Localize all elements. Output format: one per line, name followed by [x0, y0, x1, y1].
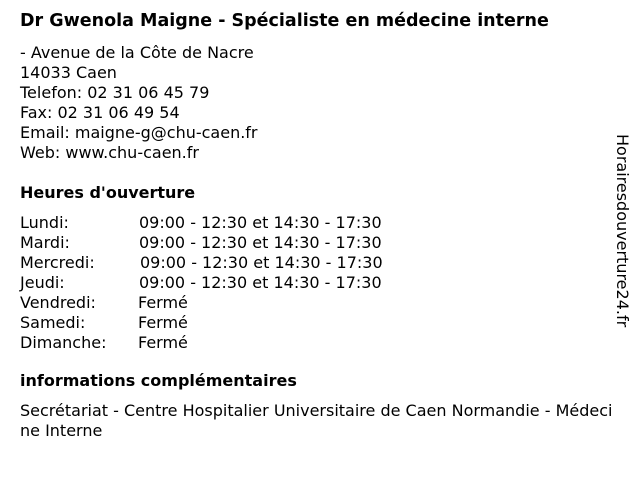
time-value: Fermé — [138, 293, 188, 312]
opening-hours-heading: Heures d'ouverture — [20, 183, 196, 202]
hours-row-sunday — [20, 333, 640, 353]
hours-row-monday — [20, 213, 640, 233]
hours-row-saturday — [20, 313, 640, 333]
day-label: Jeudi: — [20, 273, 65, 292]
street-address: - Avenue de la Côte de Nacre — [20, 43, 254, 62]
time-value: Fermé — [138, 313, 188, 332]
day-label: Dimanche: — [20, 333, 107, 352]
day-label: Samedi: — [20, 313, 86, 332]
website: Web: www.chu-caen.fr — [20, 143, 199, 162]
email-address: Email: maigne-g@chu-caen.fr — [20, 123, 258, 142]
hours-row-friday — [20, 293, 640, 313]
page-title: Dr Gwenola Maigne - Spécialiste en médecine interne — [20, 11, 549, 31]
day-label: Mercredi: — [20, 253, 95, 272]
hours-row-wednesday — [20, 253, 640, 273]
time-value: 09:00 - 12:30 et 14:30 - 17:30 — [139, 233, 382, 252]
city-postcode: 14033 Caen — [20, 63, 117, 82]
day-label: Lundi: — [20, 213, 69, 232]
fax-number: Fax: 02 31 06 49 54 — [20, 103, 180, 122]
hours-row-thursday — [20, 273, 640, 293]
time-value: 09:00 - 12:30 et 14:30 - 17:30 — [140, 253, 383, 272]
contact-block — [20, 43, 640, 163]
site-watermark: Horairesdouverture24.fr — [613, 134, 632, 328]
additional-info-heading: informations complémentaires — [20, 371, 297, 390]
day-label: Mardi: — [20, 233, 70, 252]
time-value: 09:00 - 12:30 et 14:30 - 17:30 — [139, 213, 382, 232]
phone-number: Telefon: 02 31 06 45 79 — [20, 83, 210, 102]
time-value: 09:00 - 12:30 et 14:30 - 17:30 — [139, 273, 382, 292]
hours-row-tuesday — [20, 233, 640, 253]
time-value: Fermé — [138, 333, 188, 352]
day-label: Vendredi: — [20, 293, 96, 312]
additional-info-text: Secrétariat - Centre Hospitalier Universitaire de Caen Normandie - Médecine Interne — [20, 401, 613, 440]
opening-hours-table — [20, 213, 640, 353]
